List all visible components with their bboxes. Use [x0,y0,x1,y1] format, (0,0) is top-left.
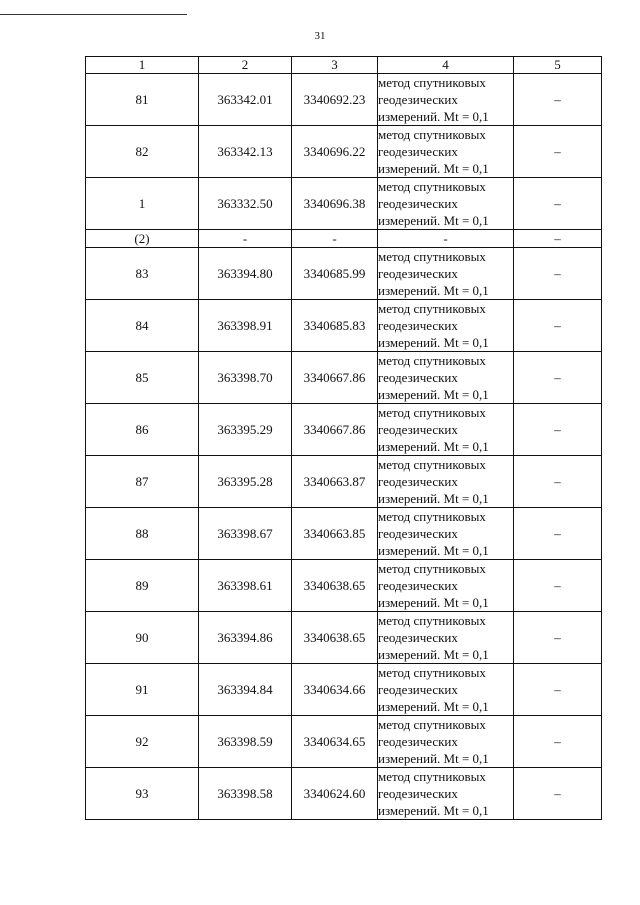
coordinate-x: 363398.59 [199,716,292,768]
table-row [86,126,602,178]
measurement-method [378,560,514,612]
method-line: геодезических [378,630,458,645]
coordinate-x: 363398.67 [199,508,292,560]
contour-separator-row [86,230,602,248]
header-col-3: 3 [292,57,378,74]
coordinate-y: 3340685.83 [292,300,378,352]
method-line: геодезических [378,370,458,385]
table-row [86,612,602,664]
header-col-5: 5 [514,57,602,74]
method-line: измерений. Mt = 0,1 [378,439,489,454]
method-line: метод спутниковых [378,179,486,194]
method-line: метод спутниковых [378,717,486,732]
coordinate-x: 363398.61 [199,560,292,612]
method-line: измерений. Mt = 0,1 [378,595,489,610]
coordinate-y: 3340624.60 [292,768,378,820]
method-line: геодезических [378,474,458,489]
point-number: 83 [86,248,199,300]
method-line: измерений. Mt = 0,1 [378,161,489,176]
note: – [514,126,602,178]
method-line: метод спутниковых [378,301,486,316]
coordinate-y: 3340634.65 [292,716,378,768]
method-line: геодезических [378,318,458,333]
coordinate-x: 363342.01 [199,74,292,126]
method-line: метод спутниковых [378,353,486,368]
separator-y: - [292,230,378,248]
measurement-method [378,612,514,664]
measurement-method [378,664,514,716]
note: – [514,404,602,456]
coordinate-x: 363394.84 [199,664,292,716]
measurement-method [378,126,514,178]
method-line: метод спутниковых [378,665,486,680]
method-line: метод спутниковых [378,127,486,142]
method-line: измерений. Mt = 0,1 [378,543,489,558]
point-number: 93 [86,768,199,820]
method-line: метод спутниковых [378,561,486,576]
method-line: измерений. Mt = 0,1 [378,491,489,506]
method-line: геодезических [378,92,458,107]
measurement-method [378,74,514,126]
method-line: геодезических [378,196,458,211]
table-row [86,456,602,508]
page-number: 31 [314,30,326,42]
method-line: измерений. Mt = 0,1 [378,283,489,298]
measurement-method [378,456,514,508]
note: – [514,300,602,352]
point-number: 91 [86,664,199,716]
coordinate-x: 363398.58 [199,768,292,820]
note: – [514,664,602,716]
coordinate-y: 3340663.87 [292,456,378,508]
point-number: 85 [86,352,199,404]
measurement-method [378,248,514,300]
coordinate-y: 3340638.65 [292,560,378,612]
method-line: геодезических [378,144,458,159]
method-line: геодезических [378,266,458,281]
point-number: 86 [86,404,199,456]
coordinate-x: 363342.13 [199,126,292,178]
measurement-method [378,178,514,230]
header-row [86,57,602,74]
method-line: измерений. Mt = 0,1 [378,803,489,818]
coordinate-y: 3340692.23 [292,74,378,126]
coordinate-x: 363395.28 [199,456,292,508]
point-number: 90 [86,612,199,664]
point-number: 92 [86,716,199,768]
method-line: геодезических [378,578,458,593]
method-line: метод спутниковых [378,769,486,784]
point-number: 87 [86,456,199,508]
note: – [514,74,602,126]
table-row [86,404,602,456]
coordinate-x: 363332.50 [199,178,292,230]
separator-method: - [378,230,514,248]
method-line: геодезических [378,734,458,749]
method-line: метод спутниковых [378,75,486,90]
method-line: измерений. Mt = 0,1 [378,751,489,766]
note: – [514,178,602,230]
separator-number: (2) [86,230,199,248]
point-number: 88 [86,508,199,560]
measurement-method [378,300,514,352]
note: – [514,768,602,820]
point-number: 82 [86,126,199,178]
note: – [514,352,602,404]
coordinate-y: 3340667.86 [292,404,378,456]
table-row [86,248,602,300]
coordinate-x: 363394.86 [199,612,292,664]
note: – [514,248,602,300]
point-number: 1 [86,178,199,230]
top-rule [0,14,187,15]
separator-note: – [514,230,602,248]
table-body [86,57,602,820]
measurement-method [378,404,514,456]
method-line: геодезических [378,422,458,437]
point-number: 81 [86,74,199,126]
method-line: метод спутниковых [378,249,486,264]
note: – [514,560,602,612]
table-row [86,352,602,404]
header-col-1: 1 [86,57,199,74]
measurement-method [378,716,514,768]
method-line: измерений. Mt = 0,1 [378,109,489,124]
method-line: измерений. Mt = 0,1 [378,213,489,228]
measurement-method [378,768,514,820]
table-row [86,300,602,352]
header-col-4: 4 [378,57,514,74]
coordinate-y: 3340696.38 [292,178,378,230]
method-line: измерений. Mt = 0,1 [378,387,489,402]
method-line: метод спутниковых [378,613,486,628]
coordinate-x: 363398.91 [199,300,292,352]
note: – [514,508,602,560]
table-row [86,74,602,126]
method-line: измерений. Mt = 0,1 [378,647,489,662]
table-row [86,560,602,612]
method-line: геодезических [378,526,458,541]
coordinate-x: 363395.29 [199,404,292,456]
coordinate-y: 3340667.86 [292,352,378,404]
coordinate-y: 3340634.66 [292,664,378,716]
table-row [86,508,602,560]
table-row [86,768,602,820]
coordinate-y: 3340696.22 [292,126,378,178]
coordinate-y: 3340685.99 [292,248,378,300]
method-line: метод спутниковых [378,457,486,472]
method-line: измерений. Mt = 0,1 [378,335,489,350]
method-line: измерений. Mt = 0,1 [378,699,489,714]
coordinate-x: 363398.70 [199,352,292,404]
point-number: 84 [86,300,199,352]
method-line: метод спутниковых [378,405,486,420]
coordinate-x: 363394.80 [199,248,292,300]
note: – [514,456,602,508]
separator-x: - [199,230,292,248]
header-col-2: 2 [199,57,292,74]
measurement-method [378,508,514,560]
note: – [514,716,602,768]
note: – [514,612,602,664]
measurement-method [378,352,514,404]
table-row [86,664,602,716]
point-number: 89 [86,560,199,612]
method-line: геодезических [378,682,458,697]
table-row [86,716,602,768]
coordinate-y: 3340663.85 [292,508,378,560]
coordinates-table [85,56,602,820]
table-row [86,178,602,230]
method-line: метод спутниковых [378,509,486,524]
method-line: геодезических [378,786,458,801]
coordinate-y: 3340638.65 [292,612,378,664]
